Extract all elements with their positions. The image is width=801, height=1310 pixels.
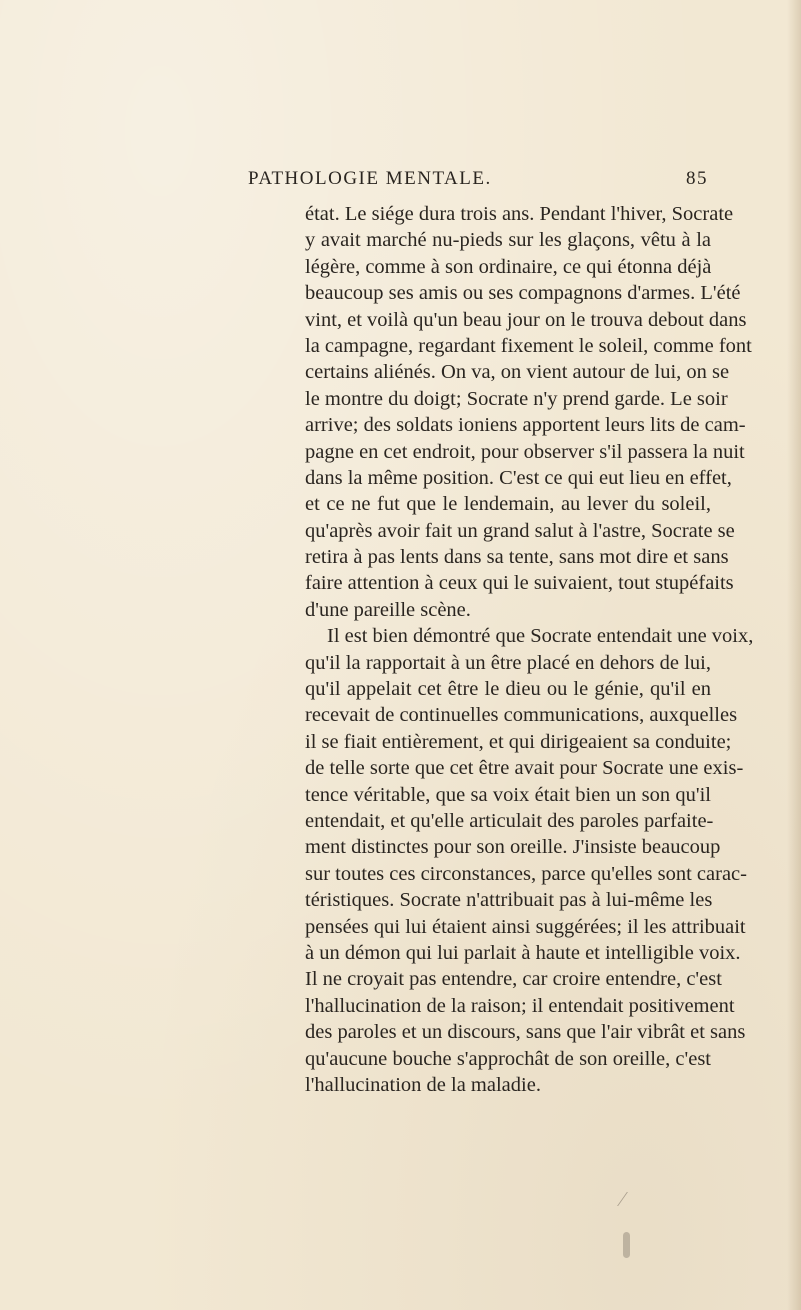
text-line: des paroles et un discours, sans que l'air vibrât et sans bbox=[305, 1021, 746, 1044]
text-line: beaucoup ses amis ou ses compagnons d'armes. L'été bbox=[305, 282, 741, 305]
text-line: et ce ne fut que le lendemain, au lever du soleil, bbox=[305, 493, 711, 516]
text-line: à un démon qui lui parlait à haute et intelligible voix. bbox=[305, 941, 741, 964]
text-line: certains aliénés. On va, on vient autour de lui, on se bbox=[305, 361, 730, 384]
text-line: qu'il appelait cet être le dieu ou le génie, qu'il en bbox=[305, 678, 711, 701]
page-number: 85 bbox=[686, 168, 708, 189]
text-line: l'hallucination de la raison; il entendait positivement bbox=[305, 994, 735, 1017]
text-line: qu'il la rapportait à un être placé en dehors de lui, bbox=[305, 651, 711, 674]
paragraph-end-line: d'une pareille scène. bbox=[305, 598, 471, 621]
text-line: qu'après avoir fait un grand salut à l'astre, Socrate se bbox=[305, 519, 735, 542]
ink-blot bbox=[623, 1232, 630, 1258]
text-line: dans la même position. C'est ce qui eut lieu en effet, bbox=[305, 466, 732, 489]
text-line: pagne en cet endroit, pour observer s'il passera la nuit bbox=[305, 440, 745, 463]
text-line: recevait de continuelles communications, auxquelles bbox=[305, 704, 738, 727]
text-line: pensées qui lui étaient ainsi suggérées; il les attribuait bbox=[305, 915, 746, 938]
page-edge-shadow bbox=[787, 0, 801, 1310]
text-line: le montre du doigt; Socrate n'y prend garde. Le soir bbox=[305, 387, 728, 410]
page-header bbox=[248, 168, 708, 194]
text-line: arrive; des soldats ioniens apportent leurs lits de cam- bbox=[305, 414, 746, 437]
text-line: y avait marché nu-pieds sur les glaçons, vêtu à la bbox=[305, 229, 711, 252]
text-line: sur toutes ces circonstances, parce qu'elles sont carac- bbox=[305, 862, 747, 885]
running-title: PATHOLOGIE MENTALE. bbox=[248, 168, 492, 189]
text-line: tence véritable, que sa voix était bien un son qu'il bbox=[305, 783, 711, 806]
text-line: entendait, et qu'elle articulait des paroles parfaite- bbox=[305, 809, 714, 832]
text-line: légère, comme à son ordinaire, ce qui étonna déjà bbox=[305, 255, 712, 278]
text-line: faire attention à ceux qui le suivaient, tout stupéfaits bbox=[305, 572, 734, 595]
text-line: retira à pas lents dans sa tente, sans mot dire et sans bbox=[305, 546, 729, 569]
paragraph-start-line: Il est bien démontré que Socrate entendait une voix, bbox=[327, 625, 754, 648]
text-line: état. Le siége dura trois ans. Pendant l'hiver, Socrate bbox=[305, 203, 734, 225]
text-line: qu'aucune bouche s'approchât de son oreille, c'est bbox=[305, 1047, 711, 1070]
text-line: vint, et voilà qu'un beau jour on le trouva debout dans bbox=[305, 308, 747, 331]
text-line: la campagne, regardant fixement le soleil, comme font bbox=[305, 334, 752, 357]
text-line: il se fiait entièrement, et qui dirigeaient sa conduite; bbox=[305, 730, 732, 753]
text-line: ment distinctes pour son oreille. J'insiste beaucoup bbox=[305, 836, 721, 859]
text-line: téristiques. Socrate n'attribuait pas à lui-même les bbox=[305, 889, 713, 912]
text-line: de telle sorte que cet être avait pour Socrate une exis- bbox=[305, 757, 744, 780]
stray-pen-mark bbox=[617, 1192, 638, 1206]
paragraph-end-line: l'hallucination de la maladie. bbox=[305, 1073, 541, 1096]
body-text bbox=[305, 201, 754, 1098]
text-line: Il ne croyait pas entendre, car croire entendre, c'est bbox=[305, 968, 722, 991]
